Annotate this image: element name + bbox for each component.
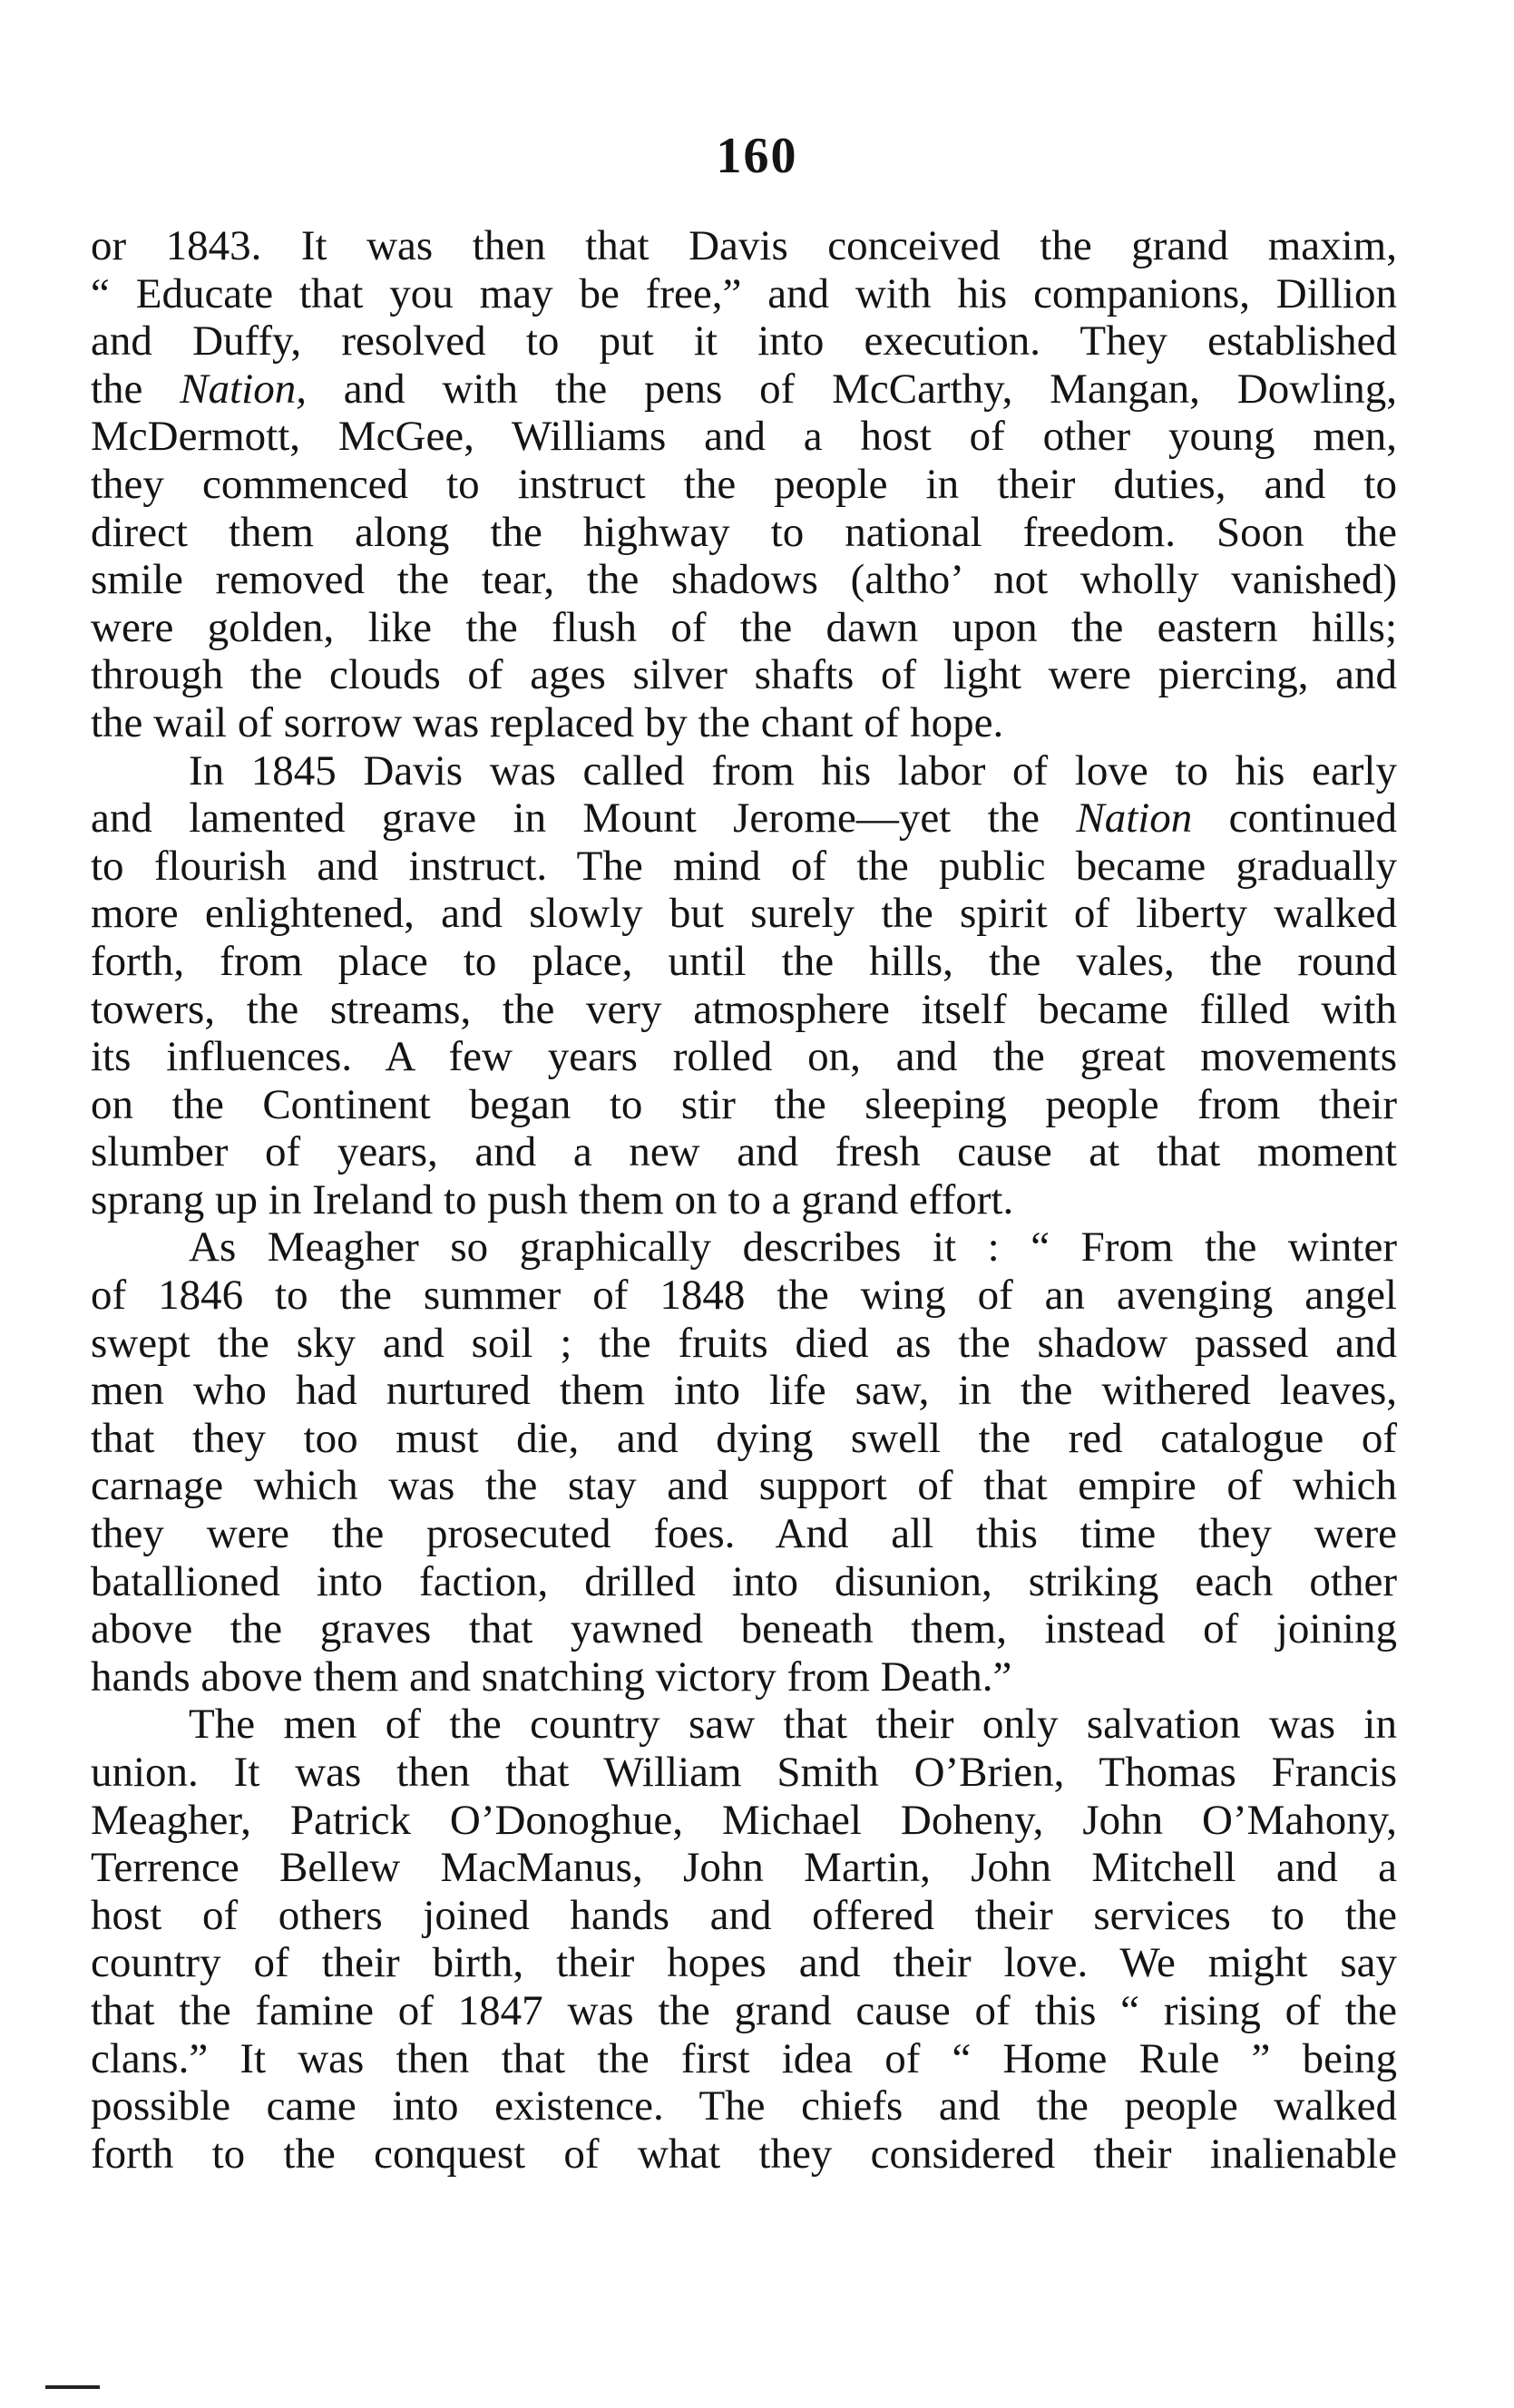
text-line: more enlightened, and slowly but surely the spirit of liberty walked bbox=[91, 890, 1397, 938]
text-line: The men of the country saw that their only salvation was in bbox=[189, 1701, 1397, 1749]
text-run: and with the pens of McCarthy, Mangan, Dowling, bbox=[306, 365, 1398, 413]
text-line: hands above them and snatching victory from Death.” bbox=[91, 1652, 1012, 1701]
text-line: country of their birth, their hopes and their love. We might say bbox=[91, 1939, 1397, 1987]
text-line: McDermott, McGee, Williams and a host of other young men, bbox=[91, 413, 1397, 461]
text-line: As Meagher so graphically describes it : “ From the winter bbox=[189, 1223, 1397, 1272]
text-line: slumber of years, and a new and fresh cause at that moment bbox=[91, 1128, 1397, 1176]
text-line: union. It was then that William Smith O’Brien, Thomas Francis bbox=[91, 1749, 1397, 1796]
text-line: host of others joined hands and offered their services to the bbox=[91, 1891, 1397, 1939]
text-line: sprang up in Ireland to push them on to a grand effort. bbox=[91, 1175, 1014, 1223]
text-line: smile removed the tear, the shadows (altho’ not wholly vanished) bbox=[91, 556, 1397, 604]
text-line: men who had nurtured them into life saw, in the withered leaves, bbox=[91, 1367, 1397, 1415]
text-run: continued bbox=[1192, 795, 1397, 843]
text-line: carnage which was the stay and support of that empire of which bbox=[91, 1462, 1397, 1510]
text-line: possible came into existence. The chiefs and the people walked bbox=[91, 2082, 1397, 2130]
newspaper-title: Nation, bbox=[180, 365, 307, 413]
text-line bbox=[91, 795, 1397, 843]
text-line bbox=[91, 366, 1397, 414]
text-line: or 1843. It was then that Davis conceived the grand maxim, bbox=[91, 222, 1397, 269]
text-line: that the famine of 1847 was the grand cause of this “ rising of the bbox=[91, 1986, 1397, 2034]
text-line: “ Educate that you may be free,” and with his companions, Dillion bbox=[91, 269, 1397, 317]
text-line: swept the sky and soil ; the fruits died as the shadow passed and bbox=[91, 1319, 1397, 1367]
text-line: that they too must die, and dying swell the red catalogue of bbox=[91, 1414, 1397, 1462]
text-line: the wail of sorrow was replaced by the chant of hope. bbox=[91, 698, 1004, 746]
text-line: Terrence Bellew MacManus, John Martin, John Mitchell and a bbox=[91, 1844, 1397, 1892]
text-line: above the graves that yawned beneath them, instead of joining bbox=[91, 1605, 1397, 1653]
text-line: they commenced to instruct the people in their duties, and to bbox=[91, 460, 1397, 508]
text-line: through the clouds of ages silver shafts of light were piercing, and bbox=[91, 651, 1397, 699]
scan-edge-mark bbox=[45, 2385, 100, 2389]
text-line: batallioned into faction, drilled into disunion, striking each other bbox=[91, 1557, 1397, 1605]
text-line: on the Continent began to stir the sleeping people from their bbox=[91, 1080, 1397, 1128]
text-line: they were the prosecuted foes. And all this time they were bbox=[91, 1510, 1397, 1558]
text-line: forth to the conquest of what they considered their inalienable bbox=[91, 2130, 1397, 2178]
body-text bbox=[91, 222, 1397, 2178]
text-line: In 1845 Davis was called from his labor of love to his early bbox=[189, 746, 1397, 795]
text-line: its influences. A few years rolled on, and the great movements bbox=[91, 1033, 1397, 1081]
text-line: of 1846 to the summer of 1848 the wing of an avenging angel bbox=[91, 1272, 1397, 1320]
newspaper-title: Nation bbox=[1076, 795, 1193, 843]
page-number: 160 bbox=[716, 128, 798, 184]
text-run: the bbox=[91, 365, 181, 413]
text-line: towers, the streams, the very atmosphere itself became filled with bbox=[91, 985, 1397, 1033]
text-line: clans.” It was then that the first idea of “ Home Rule ” being bbox=[91, 2034, 1397, 2082]
text-line: to flourish and instruct. The mind of the public became gradually bbox=[91, 842, 1397, 890]
text-line: were golden, like the flush of the dawn upon the eastern hills; bbox=[91, 603, 1397, 651]
text-line: direct them along the highway to national freedom. Soon the bbox=[91, 508, 1397, 556]
text-run: and lamented grave in Mount Jerome—yet the bbox=[91, 795, 1077, 843]
text-line: forth, from place to place, until the hills, the vales, the round bbox=[91, 937, 1397, 985]
text-line: and Duffy, resolved to put it into execution. They established bbox=[91, 317, 1397, 366]
text-line: Meagher, Patrick O’Donoghue, Michael Doheny, John O’Mahony, bbox=[91, 1796, 1397, 1844]
